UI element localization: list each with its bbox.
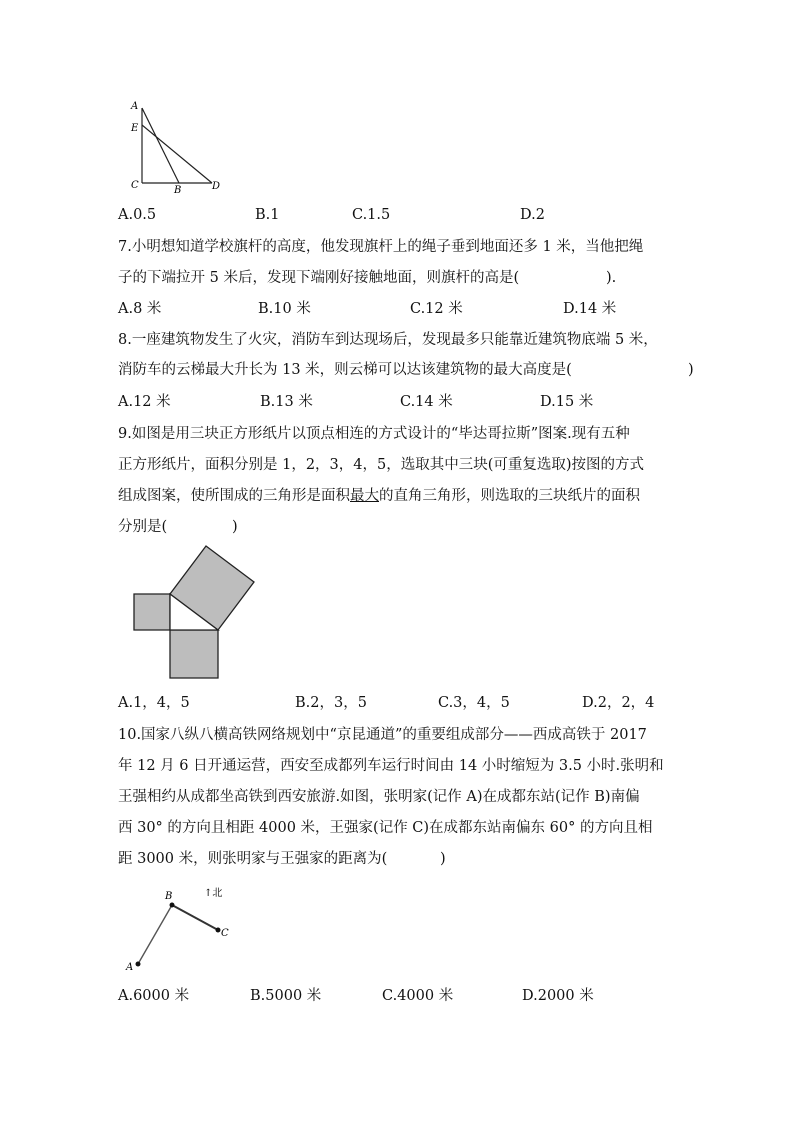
q9-text-line3-part1: 组成图案，使所围成的三角形是面积 (118, 488, 350, 504)
q6-option-d: D.2 (520, 207, 545, 223)
q9-option-a: A.1，4，5 (118, 695, 190, 711)
north-arrow-label: ↑北 (204, 888, 223, 899)
label-b: B (174, 185, 182, 196)
map-label-b: B (165, 891, 173, 902)
label-c: C (131, 180, 139, 191)
q8-bracket-end: ) (688, 362, 694, 378)
q10-option-d: D.2000 米 (522, 988, 594, 1004)
q8-option-a: A.12 米 (118, 394, 171, 410)
q10-bracket-end: ) (440, 851, 446, 867)
map-label-a: A (126, 962, 134, 973)
q10-option-a: A.6000 米 (118, 988, 190, 1004)
q8-text-line2: 消防车的云梯最大升长为 13 米，则云梯可以达该建筑物的最大高度是( (118, 362, 572, 378)
q10-option-b: B.5000 米 (250, 988, 322, 1004)
direction-map-figure (120, 880, 250, 975)
q10-text-line2: 年 12 月 6 日开通运营，西安至成都列车运行时间由 14 小时缩短为 3.5 小时.张明和 (118, 758, 664, 774)
q9-text-line3 (118, 486, 640, 506)
q9-option-d: D.2，2，4 (582, 695, 655, 711)
map-label-c: C (221, 928, 229, 939)
q10-text-line1: 10.国家八纵八横高铁网络规划中“京昆通道”的重要组成部分——西成高铁于 2017 (118, 727, 647, 743)
q9-text-line3-part2: 的直角三角形，则选取的三块纸片的面积 (379, 488, 640, 504)
label-a: A (131, 101, 139, 112)
q7-option-c: C.12 米 (410, 301, 463, 317)
q8-option-c: C.14 米 (400, 394, 453, 410)
q8-option-d: D.15 米 (540, 394, 594, 410)
q7-option-d: D.14 米 (563, 301, 617, 317)
triangle-figure-q6 (128, 96, 228, 196)
label-e: E (131, 123, 139, 134)
q7-text-line1: 7.小明想知道学校旗杆的高度，他发现旗杆上的绳子垂到地面还多 1 米，当他把绳 (118, 239, 644, 255)
q7-option-a: A.8 米 (118, 301, 162, 317)
q9-text-line4: 分别是( (118, 519, 168, 535)
q9-bracket-end: ) (232, 519, 238, 535)
q9-option-c: C.3，4，5 (438, 695, 510, 711)
label-d: D (212, 181, 221, 192)
q10-option-c: C.4000 米 (382, 988, 454, 1004)
q9-option-b: B.2，3，5 (295, 695, 367, 711)
q6-option-c: C.1.5 (352, 207, 391, 223)
q9-underlined-word: 最大 (350, 488, 379, 504)
q7-bracket-end: ). (606, 270, 617, 286)
q8-text-line1: 8.一座建筑物发生了火灾，消防车到达现场后，发现最多只能靠近建筑物底端 5 米， (118, 332, 658, 348)
q10-text-line5: 距 3000 米，则张明家与王强家的距离为( (118, 851, 388, 867)
q10-text-line3: 王强相约从成都坐高铁到西安旅游.如图，张明家(记作 A)在成都东站(记作 B)南偏 (118, 789, 640, 805)
q9-text-line2: 正方形纸片，面积分别是 1，2，3，4，5，选取其中三块(可重复选取)按图的方式 (118, 457, 645, 473)
q6-option-b: B.1 (255, 207, 280, 223)
q10-text-line4: 西 30° 的方向且相距 4000 米，王强家(记作 C)在成都东站南偏东 60° 的方向且相 (118, 820, 653, 836)
pythagoras-squares-figure (128, 540, 260, 682)
q9-text-line1: 9.如图是用三块正方形纸片以顶点相连的方式设计的“毕达哥拉斯”图案.现有五种 (118, 426, 630, 442)
q6-option-a: A.0.5 (118, 207, 157, 223)
q8-option-b: B.13 米 (260, 394, 313, 410)
q7-option-b: B.10 米 (258, 301, 311, 317)
q7-text-line2: 子的下端拉开 5 米后，发现下端刚好接触地面，则旗杆的高是( (118, 270, 520, 286)
